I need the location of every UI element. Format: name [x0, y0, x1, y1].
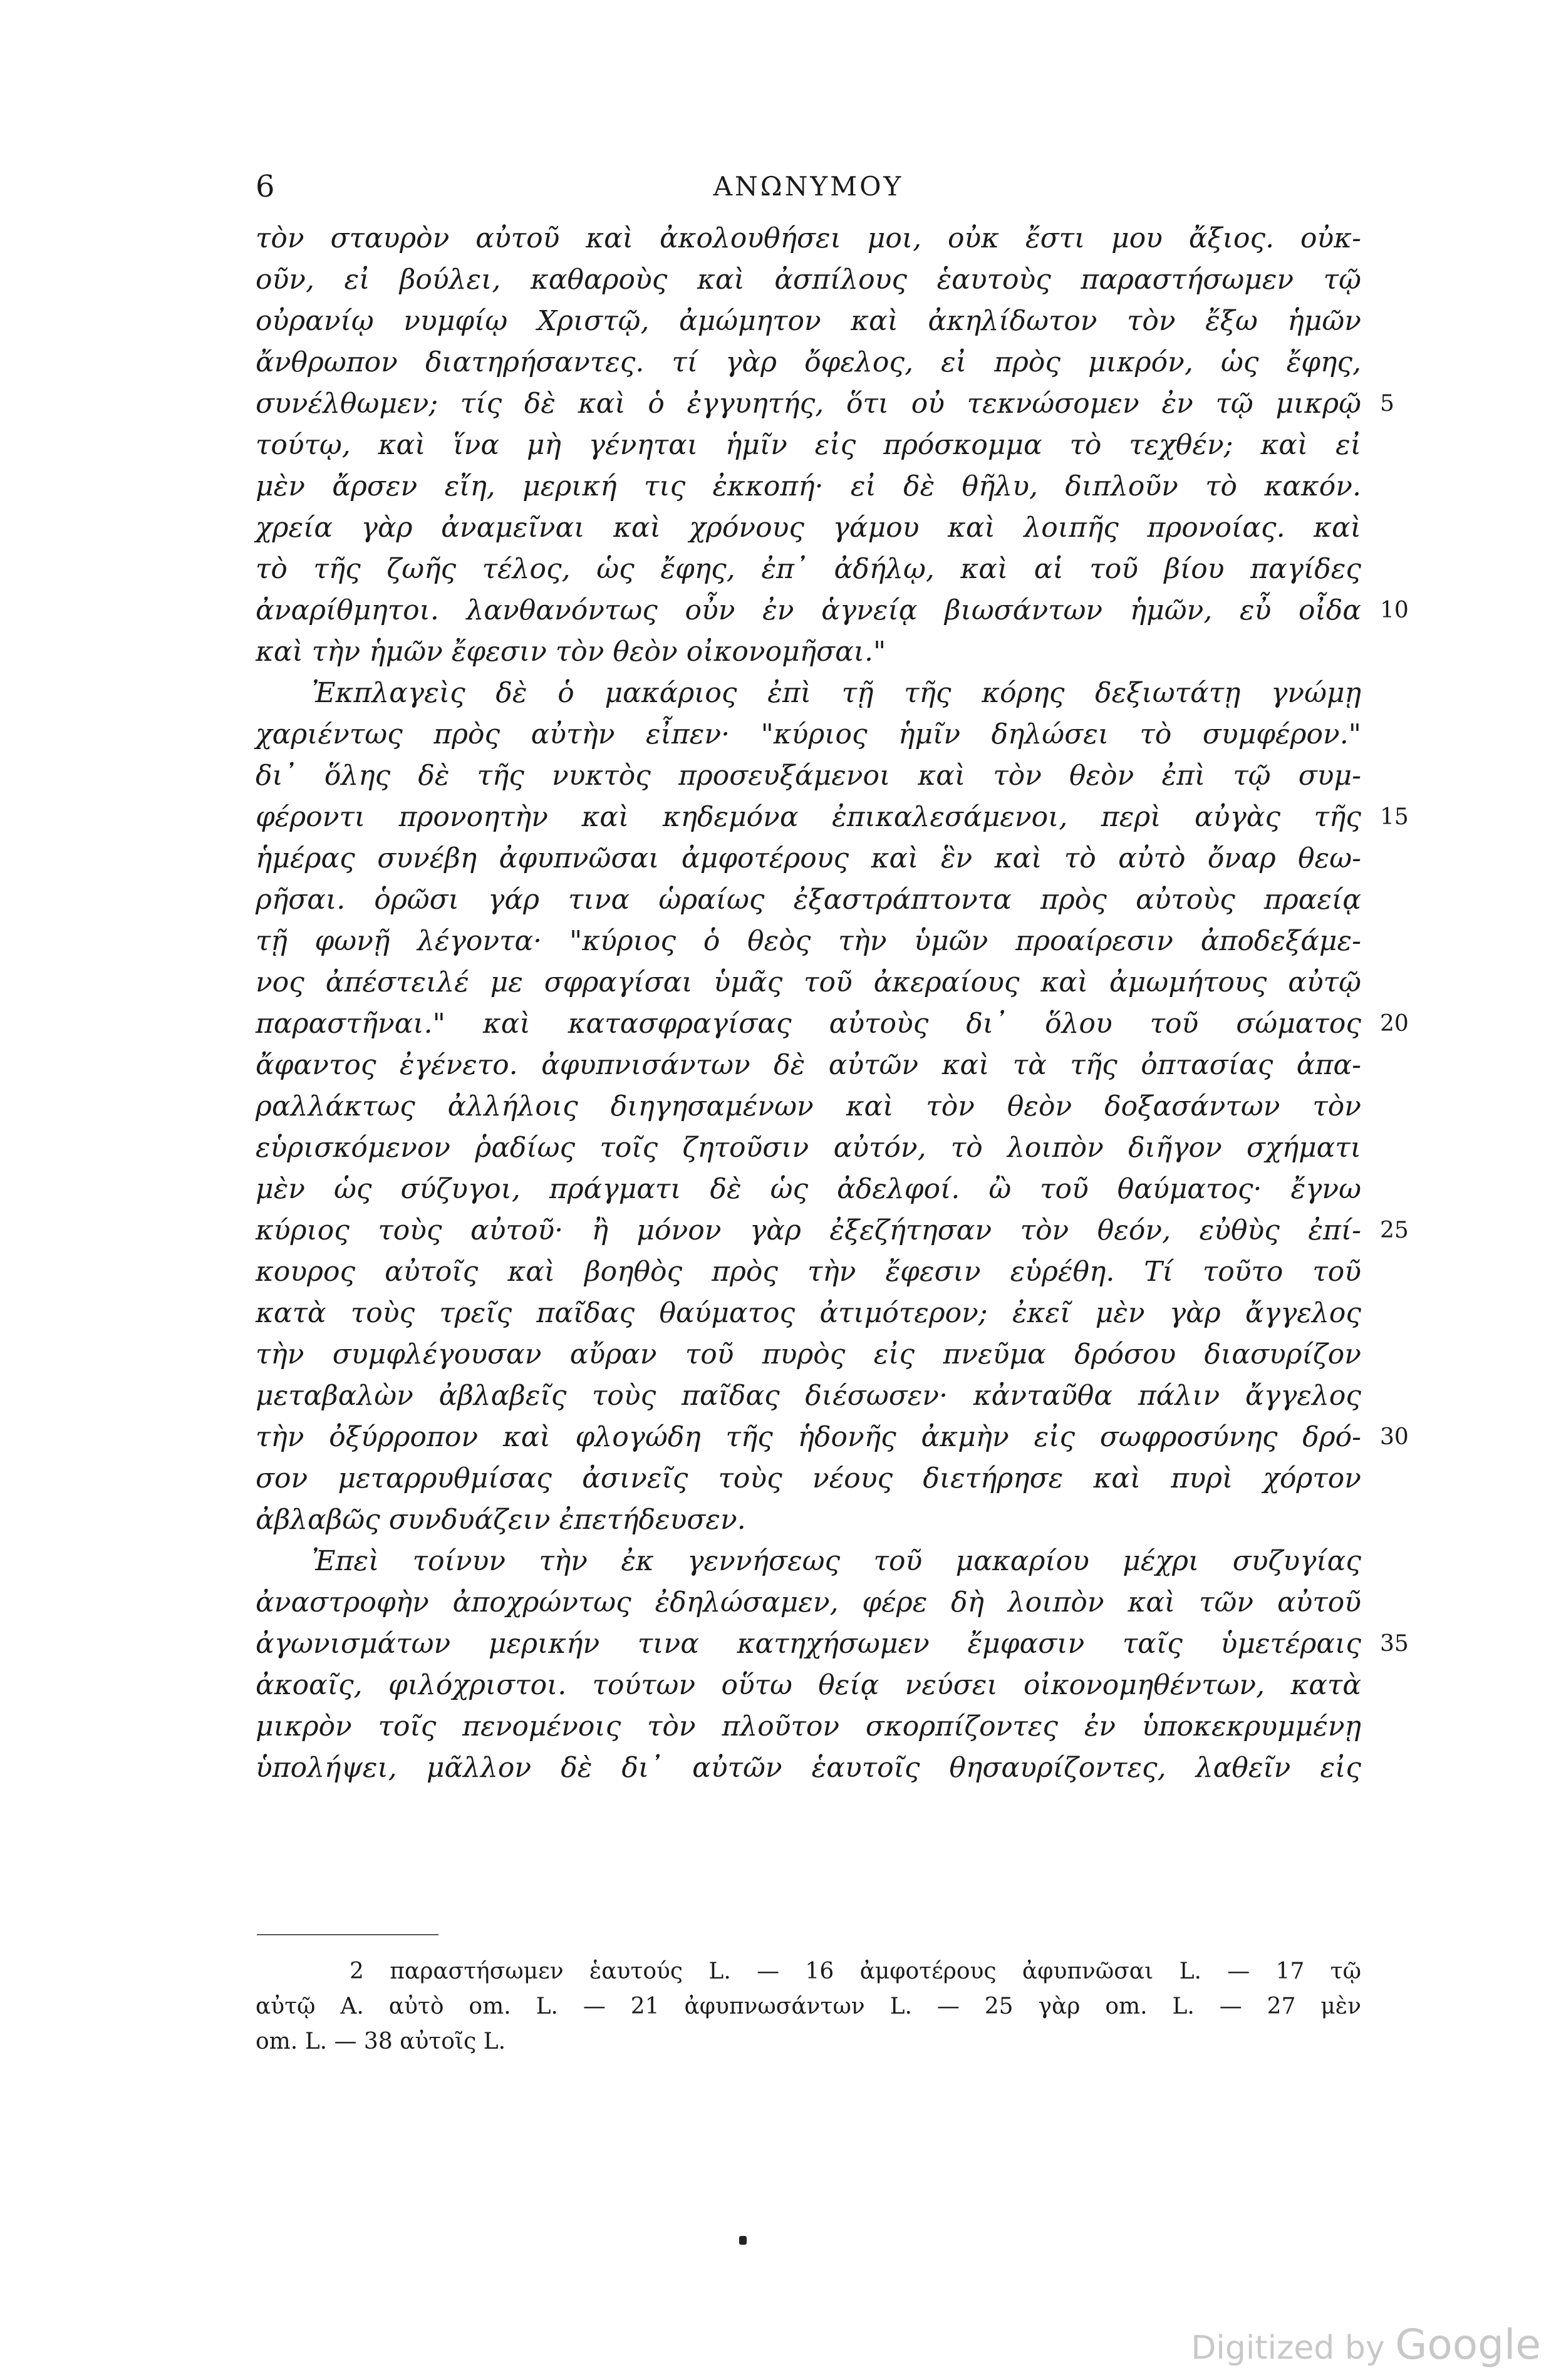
text-line-22: ραλλάκτως ἀλλήλοις διηγησαμένων καὶ τὸν θεὸν δοξασάντων τὸν [256, 1090, 1361, 1122]
watermark-brand: Google [1395, 2320, 1541, 2369]
text-line-16: ἡμέρας συνέβη ἀφυπνῶσαι ἀμφοτέρους καὶ ἓν καὶ τὸ αὐτὸ ὄναρ θεω- [256, 842, 1361, 874]
line-number-15: 15 [1380, 804, 1409, 830]
text-line-2: οῦν, εἰ βούλει, καθαροὺς καὶ ἀσπίλους ἑαυτοὺς παραστήσωμεν τῷ [256, 264, 1361, 296]
text-line-15: φέροντι προνοητὴν καὶ κηδεμόνα ἐπικαλεσάμενοι, περὶ αὐγὰς τῆς 15 [256, 797, 1361, 838]
text-line-28: τὴν συμφλέγουσαν αὔραν τοῦ πυρὸς εἰς πνεῦμα δρόσου διασυρίζον [256, 1338, 1361, 1370]
text-line-35: ἀγωνισμάτων μερικήν τινα κατηχήσωμεν ἔμφασιν ταῖς ὑμετέραις 35 [256, 1623, 1361, 1665]
text-line-27: κατὰ τοὺς τρεῖς παῖδας θαύματος ἀτιμότερον; ἐκεῖ μὲν γὰρ ἄγγελος [256, 1297, 1361, 1329]
text-line-4: ἄνθρωπον διατηρήσαντες. τί γὰρ ὄφελος, εἰ πρὸς μικρόν, ὡς ἔφης, [256, 346, 1361, 378]
digitized-watermark [1191, 2320, 1541, 2369]
footnote-line: αὐτῷ A. αὐτὸ om. L. — 21 ἀφυπνωσάντων L. — 25 γὰρ om. L. — 27 μὲν [256, 1994, 1361, 2019]
text-line-1: τὸν σταυρὸν αὐτοῦ καὶ ἀκολουθήσει μοι, οὐκ ἔστι μου ἄξιος. οὐκ- [256, 222, 1361, 254]
ink-dot [739, 2236, 747, 2245]
line-number-20: 20 [1380, 1011, 1409, 1037]
main-text [256, 218, 1409, 1789]
text-line-9: τὸ τῆς ζωῆς τέλος, ὡς ἔφης, ἐπ᾽ ἀδήλῳ, καὶ αἱ τοῦ βίου παγίδες [256, 553, 1361, 585]
text-line-5: συνέλθωμεν; τίς δὲ καὶ ὁ ἐγγυητής, ὅτι οὐ τεκνώσομεν ἐν τῷ μικρῷ 5 [256, 383, 1361, 425]
line-number-30: 30 [1380, 1424, 1409, 1450]
text-line-25: κύριος τοὺς αὐτοῦ· ἢ μόνον γὰρ ἐξεζήτησαν τὸν θεόν, εὐθὺς ἐπί- 25 [256, 1210, 1361, 1251]
text-line-30: τὴν ὀξύρροπον καὶ φλογώδη τῆς ἡδονῆς ἀκμὴν εἰς σωφροσύνης δρό- 30 [256, 1417, 1361, 1458]
text-line-6: τούτῳ, καὶ ἵνα μὴ γένηται ἡμῖν εἰς πρόσκομμα τὸ τεχθέν; καὶ εἰ [256, 429, 1361, 461]
text-line-32: ἀβλαβῶς συνδυάζειν ἐπετήδευσεν. [256, 1504, 746, 1536]
text-line-10: ἀναρίθμητοι. λανθανόντως οὖν ἐν ἁγνείᾳ βιωσάντων ἡμῶν, εὖ οἶδα 10 [256, 590, 1361, 631]
text-line-26: κουρος αὐτοῖς καὶ βοηθὸς πρὸς τὴν ἔφεσιν εὑρέθη. Τί τοῦτο τοῦ [256, 1256, 1361, 1288]
text-line-31: σον μεταρρυθμίσας ἀσινεῖς τοὺς νέους διετήρησε καὶ πυρὶ χόρτον [256, 1462, 1361, 1494]
running-head: ΑΝΩΝΥΜΟΥ [713, 171, 904, 202]
text-line-38: ὑπολήψει, μᾶλλον δὲ δι᾽ αὐτῶν ἑαυτοῖς θησαυρίζοντες, λαθεῖν εἰς [256, 1752, 1361, 1784]
line-number-35: 35 [1380, 1631, 1409, 1657]
text-line-23: εὑρισκόμενον ῥαδίως τοῖς ζητοῦσιν αὐτόν, τὸ λοιπὸν διῆγον σχήματι [256, 1132, 1361, 1164]
text-line-24: μὲν ὡς σύζυγοι, πράγματι δὲ ὡς ἀδελφοί. ὢ τοῦ θαύματος· ἔγνω [256, 1173, 1361, 1205]
text-line-34: ἀναστροφὴν ἀποχρώντως ἐδηλώσαμεν, φέρε δὴ λοιπὸν καὶ τῶν αὐτοῦ [256, 1586, 1361, 1618]
footnote-line: om. L. — 38 αὐτοῖς L. [256, 2029, 506, 2054]
footnotes [256, 1954, 1361, 2059]
page-header [256, 168, 1361, 205]
footnote-line: 2 παραστήσωμεν ἑαυτούς L. — 16 ἀμφοτέρους ἀφυπνῶσαι L. — 17 τῷ [350, 1958, 1361, 1984]
text-line-21: ἄφαντος ἐγένετο. ἀφυπνισάντων δὲ αὐτῶν καὶ τὰ τῆς ὀπτασίας ἀπα- [256, 1049, 1361, 1081]
watermark-prefix: Digitized by [1191, 2329, 1385, 2367]
line-number-5: 5 [1380, 391, 1394, 416]
text-line-29: μεταβαλὼν ἀβλαβεῖς τοὺς παῖδας διέσωσεν· κἀνταῦθα πάλιν ἄγγελος [256, 1380, 1361, 1412]
line-number-10: 10 [1380, 598, 1409, 623]
text-line-36: ἀκοαῖς, φιλόχριστοι. τούτων οὕτω θείᾳ νεύσει οἰκονομηθέντων, κατὰ [256, 1669, 1361, 1701]
text-line-18: τῇ φωνῇ λέγοντα· "κύριος ὁ θεὸς τὴν ὑμῶν προαίρεσιν ἀποδεξάμε- [256, 925, 1361, 957]
text-line-20: παραστῆναι." καὶ κατασφραγίσας αὐτοὺς δι᾽ ὅλου τοῦ σώματος 20 [256, 1003, 1361, 1045]
text-line-8: χρεία γὰρ ἀναμεῖναι καὶ χρόνους γάμου καὶ λοιπῆς προνοίας. καὶ [256, 512, 1361, 544]
text-line-19: νος ἀπέστειλέ με σφραγίσαι ὑμᾶς τοῦ ἀκεραίους καὶ ἀμωμήτους αὐτῷ [256, 966, 1361, 998]
text-line-7: μὲν ἄρσεν εἴη, μερική τις ἐκκοπή· εἰ δὲ θῆλυ, διπλοῦν τὸ κακόν. [256, 470, 1361, 502]
text-line-14: δι᾽ ὅλης δὲ τῆς νυκτὸς προσευξάμενοι καὶ τὸν θεὸν ἐπὶ τῷ συμ- [256, 760, 1361, 792]
text-line-3: οὐρανίῳ νυμφίῳ Χριστῷ, ἀμώμητον καὶ ἀκηλίδωτον τὸν ἔξω ἡμῶν [256, 305, 1361, 337]
text-line-13: χαριέντως πρὸς αὐτὴν εἶπεν· "κύριος ἡμῖν δηλώσει τὸ συμφέρον." [256, 718, 1361, 750]
text-line-11: καὶ τὴν ἡμῶν ἔφεσιν τὸν θεὸν οἰκονομῆσαι." [256, 636, 886, 668]
page-number: 6 [256, 169, 275, 204]
text-line-37: μικρὸν τοῖς πενομένοις τὸν πλοῦτον σκορπίζοντες ἐν ὑποκεκρυμμένῃ [256, 1710, 1361, 1742]
text-line-17: ρῆσαι. ὁρῶσι γάρ τινα ὡραίως ἐξαστράπτοντα πρὸς αὐτοὺς πραείᾳ [256, 884, 1361, 916]
text-line-33: Ἐπεὶ τοίνυν τὴν ἐκ γεννήσεως τοῦ μακαρίου μέχρι συζυγίας [312, 1545, 1361, 1577]
footnote-divider [257, 1934, 438, 1935]
line-number-25: 25 [1380, 1218, 1409, 1243]
text-line-12: Ἐκπλαγεὶς δὲ ὁ μακάριος ἐπὶ τῇ τῆς κόρης δεξιωτάτῃ γνώμῃ [312, 677, 1361, 709]
